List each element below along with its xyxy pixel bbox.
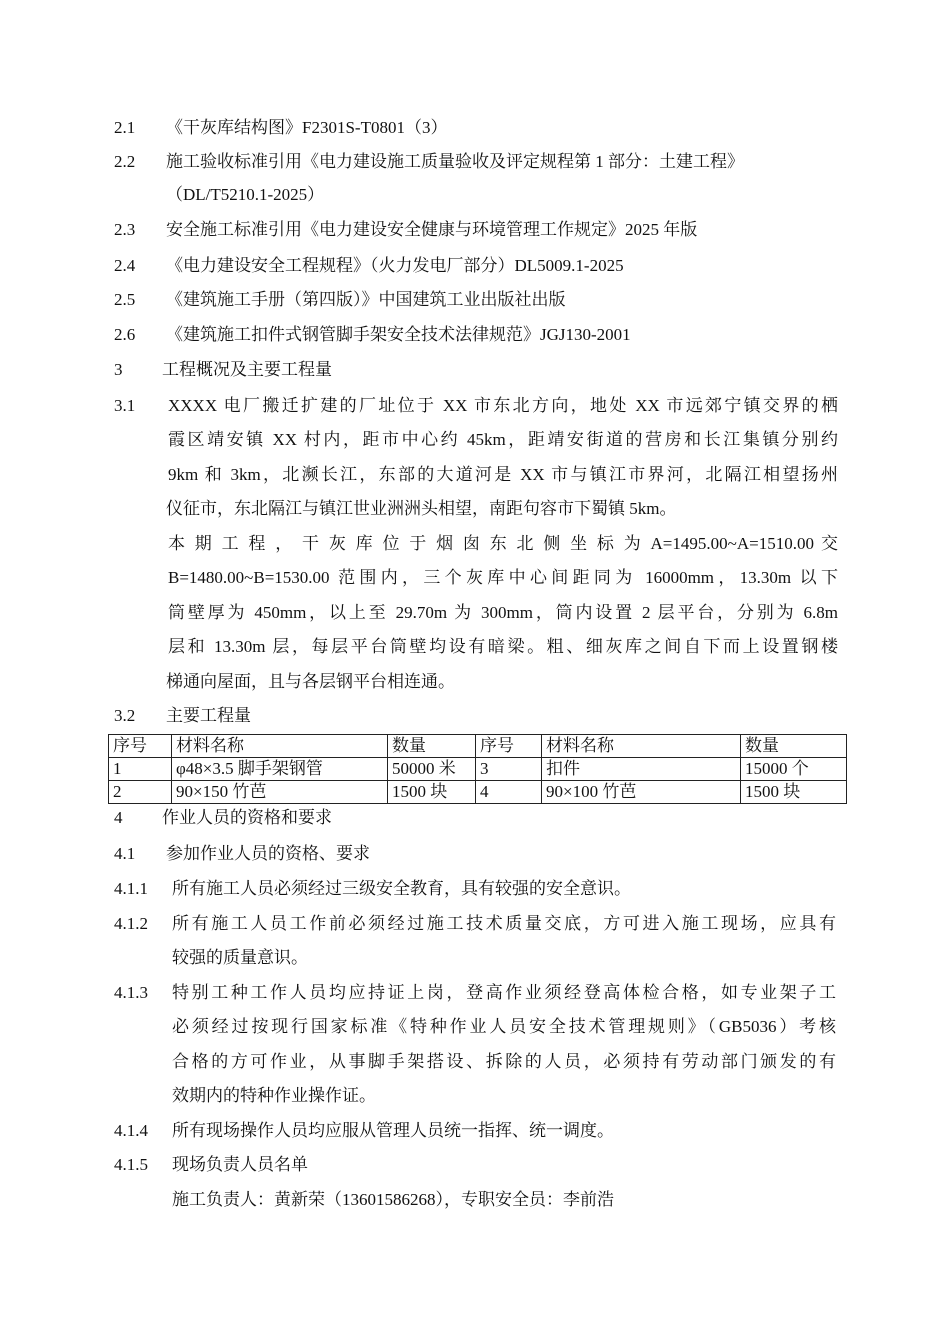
item-text: 合格的方可作业，从事脚手架搭设、拆除的人员，必须持有劳动部门颁发的有	[172, 1052, 836, 1071]
header-cell: 材料名称	[172, 735, 388, 758]
section-3-1-p2-line-4	[0, 632, 950, 662]
item-4-1-3-line-2	[0, 1012, 950, 1042]
paragraph-line: 霞区靖安镇 XX 村内，距市中心约 45km，距靖安街道的营房和长江集镇分别约	[168, 430, 838, 449]
ref-item-2-6	[0, 320, 950, 350]
paragraph-line: 9km 和 3km，北濒长江，东部的大道河是 XX 市与镇江市界河，北隔江相望扬州	[168, 465, 838, 484]
ref-item-2-4	[0, 251, 950, 281]
section-number: 4.1	[114, 844, 136, 863]
table-cell: 2	[109, 781, 172, 804]
paragraph-line: 层和 13.30m 层，每层平台筒壁均设有暗梁。粗、细灰库之间自下而上设置钢楼	[168, 637, 838, 656]
ref-item-2-5	[0, 285, 950, 315]
section-title: 主要工程量	[166, 706, 251, 725]
section-3-1-p2-line-3	[0, 598, 950, 628]
table-cell: φ48×3.5 脚手架钢管	[172, 758, 388, 781]
item-4-1-4	[0, 1116, 950, 1146]
section-number: 3.1	[114, 396, 136, 415]
header-cell: 数量	[388, 735, 476, 758]
section-3-2-heading	[0, 701, 950, 731]
section-title: 工程概况及主要工程量	[162, 360, 332, 379]
table-cell: 1500 块	[741, 781, 847, 804]
item-number: 4.1.2	[114, 914, 148, 933]
section-title: 作业人员的资格和要求	[162, 808, 332, 827]
paragraph-line: B=1480.00~B=1530.00 范围内，三个灰库中心间距同为 16000mm，13.30m 以下	[168, 568, 838, 587]
item-text: 效期内的特种作业操作证。	[172, 1086, 376, 1105]
item-text: 《建筑施工扣件式钢管脚手架安全技术法律规范》JGJ130-2001	[166, 325, 631, 344]
item-4-1-3	[0, 978, 950, 1008]
table-cell: 1	[109, 758, 172, 781]
item-text: 所有施工人员必须经过三级安全教育，具有较强的安全意识。	[172, 879, 631, 898]
item-number: 2.6	[114, 325, 136, 344]
section-number: 3.2	[114, 706, 136, 725]
item-4-1-2-line-2	[0, 943, 950, 973]
ref-item-2-3	[0, 215, 950, 245]
item-text: 必须经过按现行国家标准《特种作业人员安全技术管理规则》（GB5036）考核	[172, 1017, 836, 1036]
table-cell: 90×100 竹芭	[542, 781, 741, 804]
item-text: 《建筑施工手册（第四版）》中国建筑工业出版社出版	[166, 290, 566, 309]
paragraph-line: XXXX 电厂搬迁扩建的厂址位于 XX 市东北方向，地处 XX 市远郊宁镇交界的栖	[168, 396, 838, 415]
header-cell: 数量	[741, 735, 847, 758]
item-number: 2.1	[114, 118, 136, 137]
item-text: 施工验收标准引用《电力建设施工质量验收及评定规程第 1 部分：土建工程》	[166, 152, 744, 171]
item-text: 所有现场操作人员均应服从管理人员统一指挥、统一调度。	[172, 1121, 614, 1140]
section-3-1-line-1	[0, 391, 950, 421]
section-title: 参加作业人员的资格、要求	[166, 844, 370, 863]
section-3-1-line-3	[0, 460, 950, 490]
item-text: 安全施工标准引用《电力建设安全健康与环境管理工作规定》2025 年版	[166, 220, 698, 239]
item-text: 特别工种工作人员均应持证上岗，登高作业须经登高体检合格，如专业架子工	[172, 983, 836, 1002]
table-cell: 90×150 竹芭	[172, 781, 388, 804]
header-cell: 材料名称	[542, 735, 741, 758]
item-4-1-5	[0, 1150, 950, 1180]
table-cell: 4	[476, 781, 542, 804]
item-text: 《电力建设安全工程规程》（火力发电厂部分）DL5009.1-2025	[166, 256, 624, 275]
ref-item-2-2	[0, 147, 950, 177]
section-number: 4	[114, 808, 123, 827]
item-text: 《干灰库结构图》F2301S-T0801（3）	[166, 118, 448, 137]
item-4-1-3-line-3	[0, 1047, 950, 1077]
item-number: 2.5	[114, 290, 136, 309]
section-3-1-p2-line-1	[0, 529, 950, 559]
ref-item-2-1	[0, 113, 950, 143]
section-4-1-heading	[0, 839, 950, 869]
quantity-table	[108, 734, 847, 804]
table-row	[109, 781, 847, 804]
section-3-heading	[0, 355, 950, 385]
paragraph-line: 仪征市，东北隔江与镇江世业洲洲头相望，南距句容市下蜀镇 5km。	[166, 499, 677, 518]
item-4-1-1	[0, 874, 950, 904]
table-cell: 15000 个	[741, 758, 847, 781]
item-number: 4.1.3	[114, 983, 148, 1002]
header-cell: 序号	[476, 735, 542, 758]
section-3-1-line-2	[0, 425, 950, 455]
item-4-1-3-line-4	[0, 1081, 950, 1111]
section-4-heading	[0, 803, 950, 833]
item-number: 4.1.4	[114, 1121, 148, 1140]
personnel-text: 施工负责人：黄新荣（13601586268），专职安全员：李前浩	[172, 1190, 614, 1209]
table-cell: 1500 块	[388, 781, 476, 804]
table-row	[109, 758, 847, 781]
paragraph-line: 筒壁厚为 450mm，以上至 29.70m 为 300mm，筒内设置 2 层平台，分别为 6.8m	[168, 603, 838, 622]
section-3-1-line-4	[0, 494, 950, 524]
item-number: 4.1.5	[114, 1155, 148, 1174]
item-4-1-2	[0, 909, 950, 939]
item-text: 较强的质量意识。	[172, 948, 308, 967]
section-3-1-p2-line-2	[0, 563, 950, 593]
item-number: 4.1.1	[114, 879, 148, 898]
item-number: 2.4	[114, 256, 136, 275]
item-number: 2.3	[114, 220, 136, 239]
personnel-line	[0, 1185, 950, 1215]
paragraph-line: 梯通向屋面，且与各层钢平台相连通。	[166, 672, 455, 691]
table-header-row	[109, 735, 847, 758]
item-text-continuation: （DL/T5210.1-2025）	[166, 185, 325, 204]
table-cell: 3	[476, 758, 542, 781]
item-number: 2.2	[114, 152, 136, 171]
section-number: 3	[114, 360, 123, 379]
table-cell: 50000 米	[388, 758, 476, 781]
paragraph-line: 本 期 工 程 ， 干 灰 库 位 于 烟 囱 东 北 侧 坐 标 为 A=1495.00~A=1510.00 交	[168, 534, 838, 553]
header-cell: 序号	[109, 735, 172, 758]
item-text: 现场负责人员名单	[172, 1155, 308, 1174]
ref-item-2-2-continuation	[0, 180, 950, 210]
table-cell: 扣件	[542, 758, 741, 781]
item-text: 所有施工人员工作前必须经过施工技术质量交底，方可进入施工现场，应具有	[172, 914, 836, 933]
section-3-1-p2-line-5	[0, 667, 950, 697]
